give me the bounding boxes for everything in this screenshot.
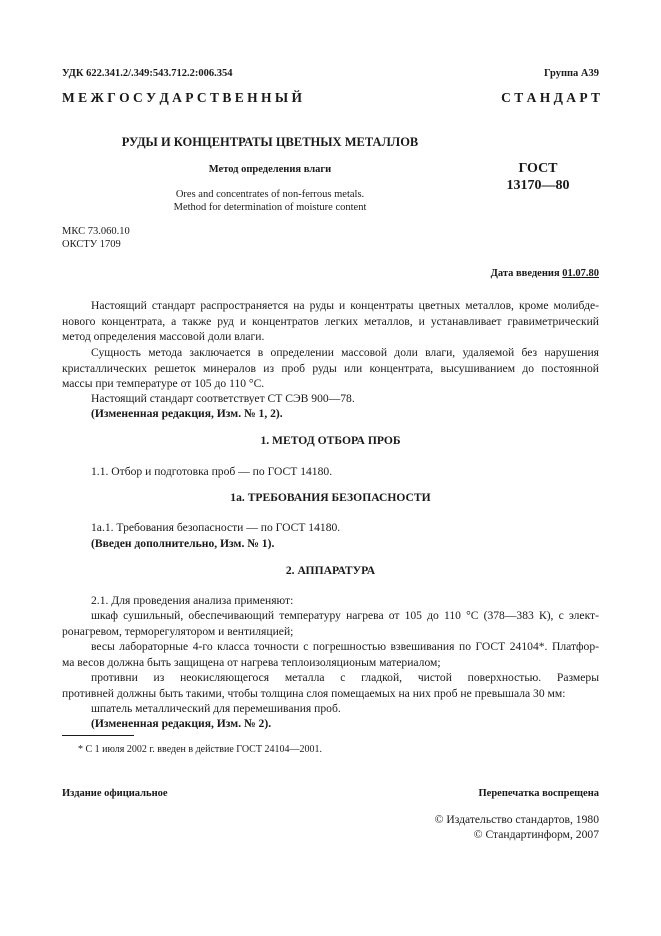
intro-paragraph-3: Настоящий стандарт соответствует СТ СЭВ 900—78. <box>91 392 355 405</box>
classification-codes <box>62 225 130 251</box>
section-2-heading: 2. АППАРАТУРА <box>285 564 376 577</box>
gost-label: ГОСТ <box>518 161 558 176</box>
gost-designation <box>500 160 576 194</box>
section-2-intro: 2.1. Для проведения анализа применяют: <box>91 594 294 607</box>
section-1-heading: 1. МЕТОД ОТБОРА ПРОБ <box>260 434 401 447</box>
mks-code: МКС 73.060.10 <box>62 226 130 237</box>
copyright-block <box>435 812 599 842</box>
amendment-note-2: (Введен дополнительно, Изм. № 1). <box>91 537 275 550</box>
text-line: противней должны быть такими, чтобы толщина слоя помещаемых на них проб не превышала 30 мм: <box>62 686 566 700</box>
footnote-divider <box>62 735 134 736</box>
footnote: * С 1 июля 2002 г. введен в действие ГОСТ 24104—2001. <box>78 744 322 755</box>
text-line: шкаф сушильный, обеспечивающий температуру нагрева от 105 до 110 °С (378—383 К), с элект- <box>91 609 599 622</box>
banner-word-interstate: М Е Ж Г О С У Д А Р С Т В Е Н Н Ы Й <box>62 90 303 105</box>
amendment-note-1: (Измененная редакция, Изм. № 1, 2). <box>91 407 283 420</box>
text-line: Настоящий стандарт распространяется на руды и концентраты цветных металлов, кроме молибде- <box>91 299 599 312</box>
intro-paragraph-2 <box>62 345 599 392</box>
equipment-item-scales <box>62 639 599 670</box>
official-edition-label: Издание официальное <box>62 788 168 799</box>
text-line: метод определения массовой доли влаги. <box>62 330 265 344</box>
text-line: ронагревом, терморегулятором и вентиляцией; <box>62 624 294 638</box>
method-subtitle: Метод определения влаги <box>208 164 332 175</box>
standard-banner <box>62 90 600 106</box>
text-line: ма весов должна быть защищена от нагрева теплоизоляционым материалом; <box>62 655 441 669</box>
gost-number: 13170—80 <box>506 178 570 193</box>
okstu-code: ОКСТУ 1709 <box>62 239 121 250</box>
text-line: кристаллических решеток минералов из проб руды или концентрата, высушиванием до постоянной <box>62 361 599 375</box>
document-title: РУДЫ И КОНЦЕНТРАТЫ ЦВЕТНЫХ МЕТАЛЛОВ <box>121 135 419 149</box>
date-value: 01.07.80 <box>562 268 599 279</box>
udk-code: УДК 622.341.2/.349:543.712.2:006.354 <box>62 68 233 79</box>
text-line: нового концентрата, а также руд и концентратов легких металлов, и устанавливает гравиметрический <box>62 314 599 328</box>
amendment-note-3: (Измененная редакция, Изм. № 2). <box>91 717 272 730</box>
introduction-date <box>491 268 599 279</box>
copyright-line-2: © Стандартинформ, 2007 <box>473 828 599 841</box>
intro-paragraph-1 <box>62 298 599 345</box>
reprint-prohibited-label: Перепечатка воспрещена <box>478 788 599 799</box>
section-1-text: 1.1. Отбор и подготовка проб — по ГОСТ 14180. <box>91 465 333 478</box>
text-line: весы лабораторные 4-го класса точности с погрешностью взвешивания по ГОСТ 24104*. Платфор- <box>91 640 599 653</box>
section-1a-heading: 1а. ТРЕБОВАНИЯ БЕЗОПАСНОСТИ <box>230 491 431 504</box>
english-title-line-2: Method for determination of moisture content <box>173 202 367 213</box>
section-1a-text: 1а.1. Требования безопасности — по ГОСТ 14180. <box>91 521 341 534</box>
equipment-item-trays <box>62 670 599 701</box>
english-title-line-1: Ores and concentrates of non-ferrous metals. <box>175 189 365 200</box>
group-code: Группа А39 <box>543 68 599 79</box>
equipment-item-oven <box>62 608 599 639</box>
text-line: массы при температуре от 105 до 110 °С. <box>62 377 265 391</box>
date-label: Дата введения <box>490 268 560 279</box>
banner-word-standard: С Т А Н Д А Р Т <box>501 90 600 105</box>
text-line: противни из неокисляющегося металла с гладкой, чистой поверхностью. Размеры <box>91 671 599 684</box>
text-line: Сущность метода заключается в определении массовой доли влаги, удаляемой без нарушения <box>91 346 599 359</box>
copyright-line-1: © Издательство стандартов, 1980 <box>434 813 599 826</box>
equipment-item-spatula: шпатель металлический для перемешивания проб. <box>91 702 341 715</box>
